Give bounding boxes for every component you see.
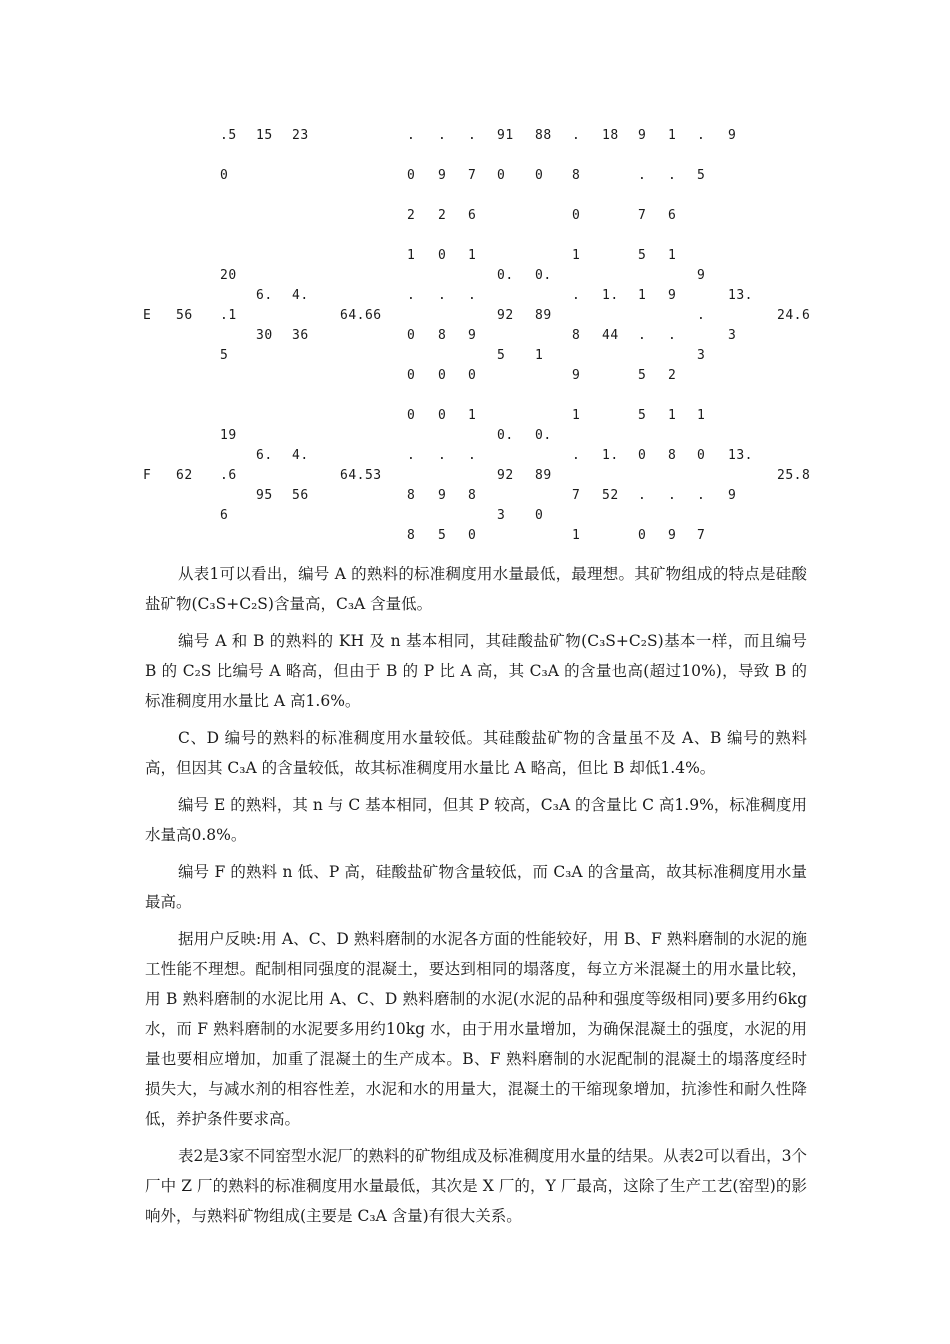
table-cell: 19 — [220, 428, 237, 443]
table-cell: 91 — [497, 128, 514, 143]
table-cell: 5 — [638, 408, 647, 423]
table-cell: .6 — [220, 468, 237, 483]
table-cell: 9 — [438, 488, 447, 503]
table-cell: 8 — [438, 328, 447, 343]
table-cell: 36 — [292, 328, 309, 343]
table-cell: 64.53 — [340, 468, 382, 483]
table-cell: 7 — [697, 528, 706, 543]
table-cell: . — [668, 328, 677, 343]
table-cell: 2 — [438, 208, 447, 223]
table-cell: 1. — [602, 448, 619, 463]
body-text — [145, 559, 807, 1238]
table-cell: . — [468, 128, 477, 143]
table-cell: 9 — [697, 268, 706, 283]
table-cell: 1 — [407, 248, 416, 263]
table-cell: 6. — [256, 448, 273, 463]
table-cell: 56 — [292, 488, 309, 503]
table-cell: 64.66 — [340, 308, 382, 323]
table-cell: 25.8 — [777, 468, 811, 483]
table-cell: 5 — [697, 168, 706, 183]
table-cell: . — [468, 288, 477, 303]
table-cell: 1 — [535, 348, 544, 363]
table-cell: 9 — [728, 488, 737, 503]
table-cell: . — [572, 288, 581, 303]
table-cell: . — [668, 168, 677, 183]
table-cell: 1 — [638, 288, 647, 303]
table-cell: 5 — [497, 348, 506, 363]
table-cell: 0 — [438, 248, 447, 263]
table-cell: 1 — [468, 408, 477, 423]
paragraph: 表2是3家不同窑型水泥厂的熟料的矿物组成及标准稠度用水量的结果。从表2可以看出，3个厂中 Z 厂的熟料的标准稠度用水量最低，其次是 X 厂的，Y 厂最高，这除了生产工艺(窑型)的影响外，与熟料矿物组成(主要是 C₃A 含量)有很大关系。 — [145, 1147, 807, 1225]
table-cell: 56 — [176, 308, 193, 323]
table-cell: 1 — [668, 128, 677, 143]
table-cell: 13. — [728, 288, 753, 303]
table-cell: 9 — [572, 368, 581, 383]
table-cell: . — [438, 448, 447, 463]
table-cell: 1 — [572, 408, 581, 423]
table-cell: 52 — [602, 488, 619, 503]
table-cell: . — [697, 308, 706, 323]
table-cell: 8 — [572, 168, 581, 183]
table-cell: 0. — [535, 428, 552, 443]
paragraph: 据用户反映:用 A、C、D 熟料磨制的水泥各方面的性能较好，用 B、F 熟料磨制的水泥的施工性能不理想。配制相同强度的混凝土，要达到相同的塌落度，每立方米混凝土的用水量比较，用 B 熟料磨制的水泥比用 A、C、D 熟料磨制的水泥(水泥的品种和强度等级相同)要多用约6kg 水，而 F 熟料磨制的水泥要多用约10kg 水，由于用水量增加，为确保混凝土的强度，水泥的用量也要相应增加，加重了混凝土的生产成本。B、F 熟料磨制的水泥配制的混凝土的塌落度经时损失大，与减水剂的相容性差，水泥和水的用量大，混凝土的干缩现象增加，抗渗性和耐久性降低，养护条件要求高。 — [145, 930, 807, 1128]
paragraph: 编号 A 和 B 的熟料的 KH 及 n 基本相同，其硅酸盐矿物(C₃S+C₂S)基本一样，而且编号 B 的 C₂S 比编号 A 略高，但由于 B 的 P 比 A 高，其 C₃A 的含量也高(超过10%)，导致 B 的标准稠度用水量比 A 高1.6%。 — [145, 632, 807, 710]
table-cell: 9 — [468, 328, 477, 343]
table-cell: 8 — [407, 528, 416, 543]
table-cell: 20 — [220, 268, 237, 283]
table-cell: 9 — [668, 528, 677, 543]
table-cell: 7 — [468, 168, 477, 183]
table-cell: 8 — [407, 488, 416, 503]
table-cell: 6 — [468, 208, 477, 223]
table-cell: E — [143, 308, 152, 323]
table-cell: 0 — [407, 168, 416, 183]
table-cell: 92 — [497, 468, 514, 483]
table-cell: 1 — [697, 408, 706, 423]
table-cell: . — [407, 128, 416, 143]
table-cell: 8 — [668, 448, 677, 463]
table-cell: 9 — [438, 168, 447, 183]
table-cell: 8 — [468, 488, 477, 503]
table-cell: 15 — [256, 128, 273, 143]
table-cell: F — [143, 468, 152, 483]
table-cell: 0 — [572, 208, 581, 223]
table-cell: . — [438, 128, 447, 143]
table-cell: 1 — [668, 408, 677, 423]
table-cell: 44 — [602, 328, 619, 343]
table-cell: . — [638, 488, 647, 503]
table-cell: 7 — [572, 488, 581, 503]
table-cell: 9 — [728, 128, 737, 143]
table-cell: 23 — [292, 128, 309, 143]
table-cell: 2 — [407, 208, 416, 223]
table-cell: 88 — [535, 128, 552, 143]
table-cell: 1. — [602, 288, 619, 303]
table-cell: 0 — [535, 508, 544, 523]
table-cell: 9 — [638, 128, 647, 143]
table-cell: . — [638, 328, 647, 343]
table-cell: 0 — [407, 368, 416, 383]
table-cell: 62 — [176, 468, 193, 483]
paragraph: 编号 F 的熟料 n 低、P 高，硅酸盐矿物含量较低，而 C₃A 的含量高，故其标准稠度用水量最高。 — [145, 863, 807, 911]
table-cell: 24.6 — [777, 308, 811, 323]
paragraph: C、D 编号的熟料的标准稠度用水量较低。其硅酸盐矿物的含量虽不及 A、B 编号的熟料高，但因其 C₃A 的含量较低，故其标准稠度用水量比 A 略高，但比 B 却低1.4%。 — [145, 729, 807, 777]
table-cell: 1 — [572, 248, 581, 263]
table-cell: 89 — [535, 468, 552, 483]
table-cell: 5 — [438, 528, 447, 543]
table-cell: 1 — [572, 528, 581, 543]
table-cell: .1 — [220, 308, 237, 323]
table-cell: 1 — [668, 248, 677, 263]
table-cell: 3 — [497, 508, 506, 523]
table-cell: 0 — [407, 328, 416, 343]
table-cell: 95 — [256, 488, 273, 503]
table-cell: 0. — [497, 268, 514, 283]
table-cell: 30 — [256, 328, 273, 343]
table-cell: 92 — [497, 308, 514, 323]
table-cell: 0 — [497, 168, 506, 183]
table-cell: .5 — [220, 128, 237, 143]
table-cell: 0 — [638, 448, 647, 463]
table-cell: 6. — [256, 288, 273, 303]
table-cell: . — [407, 288, 416, 303]
table-cell: . — [697, 488, 706, 503]
table-cell: . — [572, 448, 581, 463]
table-cell: . — [697, 128, 706, 143]
table-cell: 5 — [638, 248, 647, 263]
table-cell: 0 — [468, 528, 477, 543]
table-cell: 0 — [468, 368, 477, 383]
table-cell: 0. — [497, 428, 514, 443]
table-cell: 0 — [697, 448, 706, 463]
table-cell: 0 — [220, 168, 229, 183]
paragraph: 编号 E 的熟料，其 n 与 C 基本相同，但其 P 较高，C₃A 的含量比 C 高1.9%，标准稠度用水量高0.8%。 — [145, 796, 807, 844]
table-cell: 4. — [292, 448, 309, 463]
table-cell: 6 — [220, 508, 229, 523]
table-cell: 18 — [602, 128, 619, 143]
table-cell: 5 — [220, 348, 229, 363]
table-cell: 0. — [535, 268, 552, 283]
table-cell: 8 — [572, 328, 581, 343]
table-cell: 0 — [407, 408, 416, 423]
table-cell: 0 — [638, 528, 647, 543]
table-cell: 4. — [292, 288, 309, 303]
table-cell: 0 — [438, 408, 447, 423]
table-cell: 0 — [535, 168, 544, 183]
paragraph: 从表1可以看出，编号 A 的熟料的标准稠度用水量最低，最理想。其矿物组成的特点是硅酸盐矿物(C₃S+C₂S)含量高，C₃A 含量低。 — [145, 565, 807, 613]
table-cell: . — [438, 288, 447, 303]
table-cell: . — [668, 488, 677, 503]
table-cell: . — [572, 128, 581, 143]
table-cell: 3 — [728, 328, 737, 343]
table-cell: 1 — [468, 248, 477, 263]
table-cell: 7 — [638, 208, 647, 223]
table-cell: . — [407, 448, 416, 463]
table-cell: 0 — [438, 368, 447, 383]
table-cell: 2 — [668, 368, 677, 383]
table-cell: 3 — [697, 348, 706, 363]
table-cell: 13. — [728, 448, 753, 463]
table-cell: 6 — [668, 208, 677, 223]
table-cell: 5 — [638, 368, 647, 383]
table-cell: . — [468, 448, 477, 463]
table-cell: 9 — [668, 288, 677, 303]
table-cell: 89 — [535, 308, 552, 323]
table-cell: . — [638, 168, 647, 183]
